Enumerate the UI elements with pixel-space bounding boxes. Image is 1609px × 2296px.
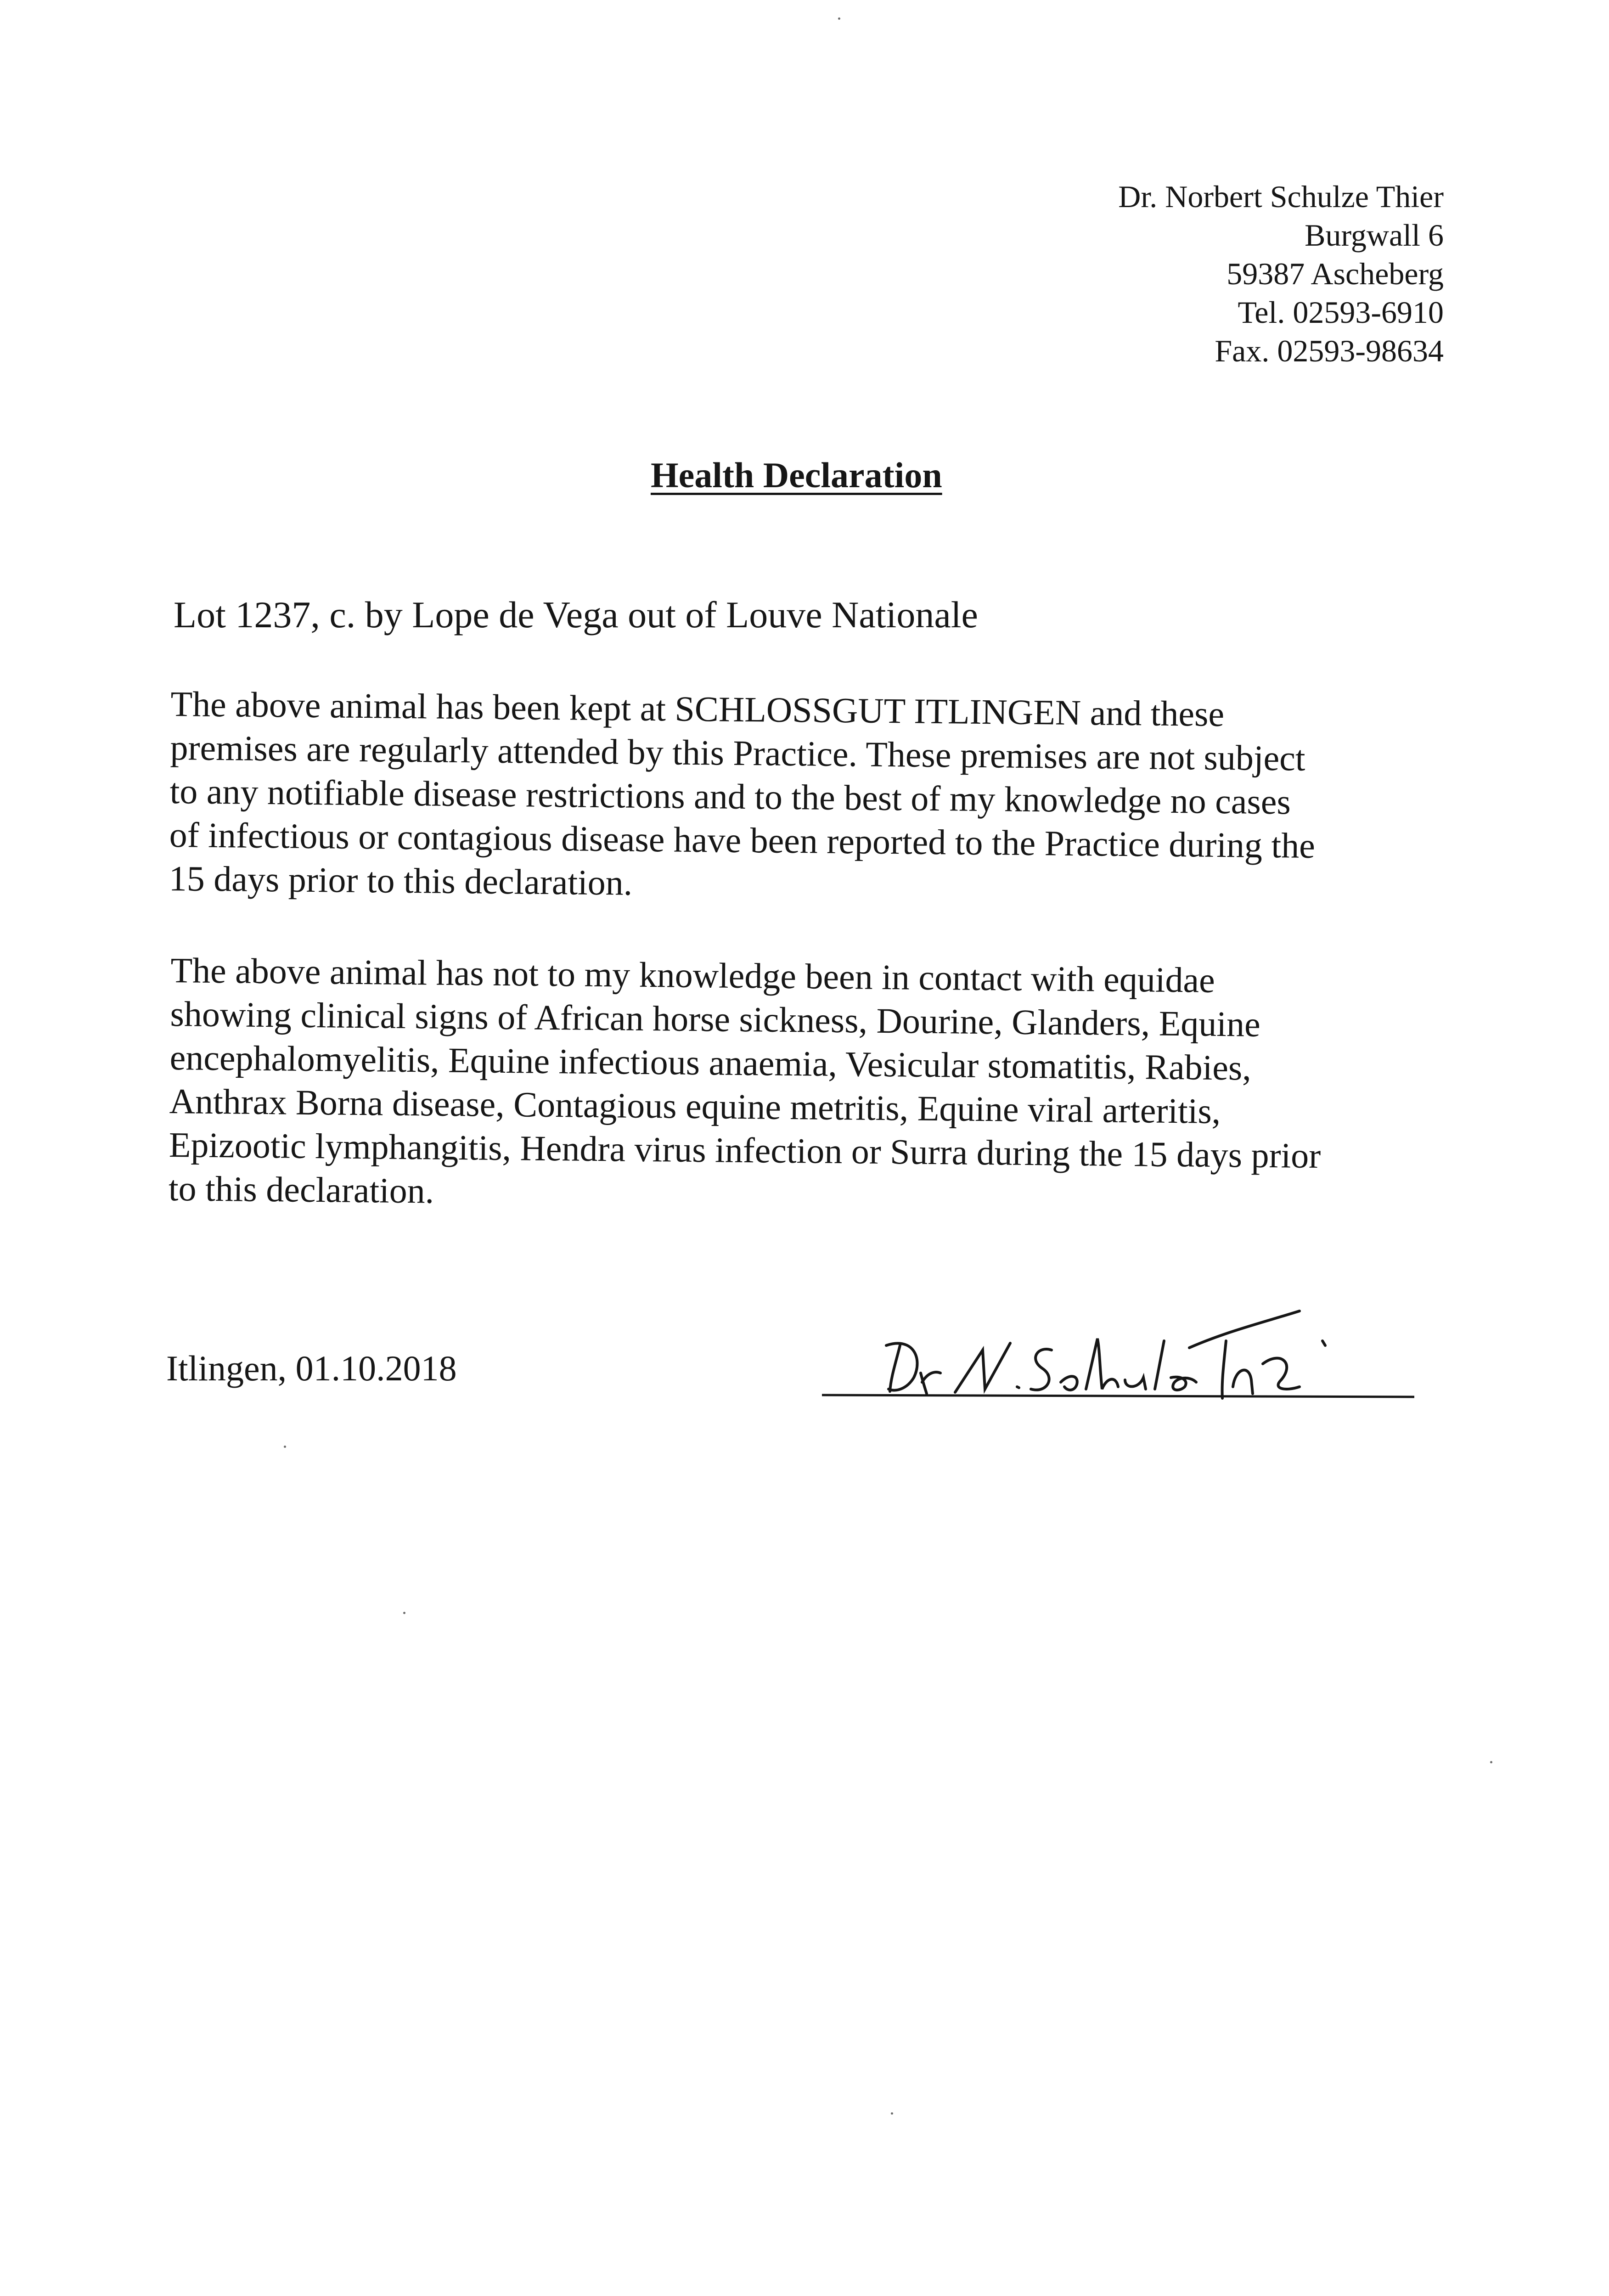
scan-speck — [284, 1446, 286, 1448]
paragraph-line: of infectious or contagious disease have been reported to the Practice during the — [169, 814, 1316, 866]
scan-speck — [1490, 1761, 1492, 1763]
scan-speck — [838, 17, 840, 20]
place-and-date: Itlingen, 01.10.2018 — [166, 1348, 457, 1388]
scan-speck — [891, 2112, 893, 2115]
signature-stroke — [1031, 1339, 1196, 1390]
paragraph-contact — [169, 948, 1438, 1222]
letterhead-address — [1118, 177, 1444, 370]
paragraph-line: to this declaration. — [168, 1168, 434, 1211]
letterhead-name: Dr. Norbert Schulze Thier — [1118, 179, 1444, 214]
paragraph-premises — [169, 682, 1438, 912]
letterhead-city: 59387 Ascheberg — [1226, 256, 1444, 291]
paragraph-line: 15 days prior to this declaration. — [169, 858, 633, 903]
letterhead-street: Burgwall 6 — [1305, 218, 1444, 253]
document-title: Health Declaration — [651, 455, 942, 495]
paragraph-line: premises are regularly attended by this Practice. These premises are not subject — [170, 727, 1305, 778]
lot-line: Lot 1237, c. by Lope de Vega out of Louve Nationale — [174, 594, 978, 636]
letterhead-fax: Fax. 02593-98634 — [1215, 333, 1444, 368]
paragraph-line: Epizootic lymphangitis, Hendra virus infection or Surra during the 15 days prior — [169, 1124, 1321, 1176]
paragraph-line: encephalomyelitis, Equine infectious anaemia, Vesicular stomatitis, Rabies, — [169, 1037, 1252, 1088]
paragraph-line: to any notifiable disease restrictions and to the best of my knowledge no cases — [169, 771, 1291, 822]
paragraph-line: Anthrax Borna disease, Contagious equine metritis, Equine viral arteritis, — [169, 1080, 1221, 1131]
paragraph-line: showing clinical signs of African horse sickness, Dourine, Glanders, Equine — [170, 993, 1261, 1044]
paragraph-line: The above animal has not to my knowledge been in contact with equidae — [170, 950, 1215, 1000]
handwritten-signature — [822, 1295, 1414, 1414]
signature-stroke — [886, 1343, 940, 1394]
paragraph-line: The above animal has been kept at SCHLOSSGUT ITLINGEN and these — [170, 683, 1225, 734]
signature-stroke — [955, 1343, 1019, 1392]
scan-speck — [403, 1612, 405, 1614]
signature-stroke — [1189, 1311, 1325, 1398]
letterhead-phone: Tel. 02593-6910 — [1238, 295, 1444, 330]
signature-line — [822, 1395, 1414, 1397]
